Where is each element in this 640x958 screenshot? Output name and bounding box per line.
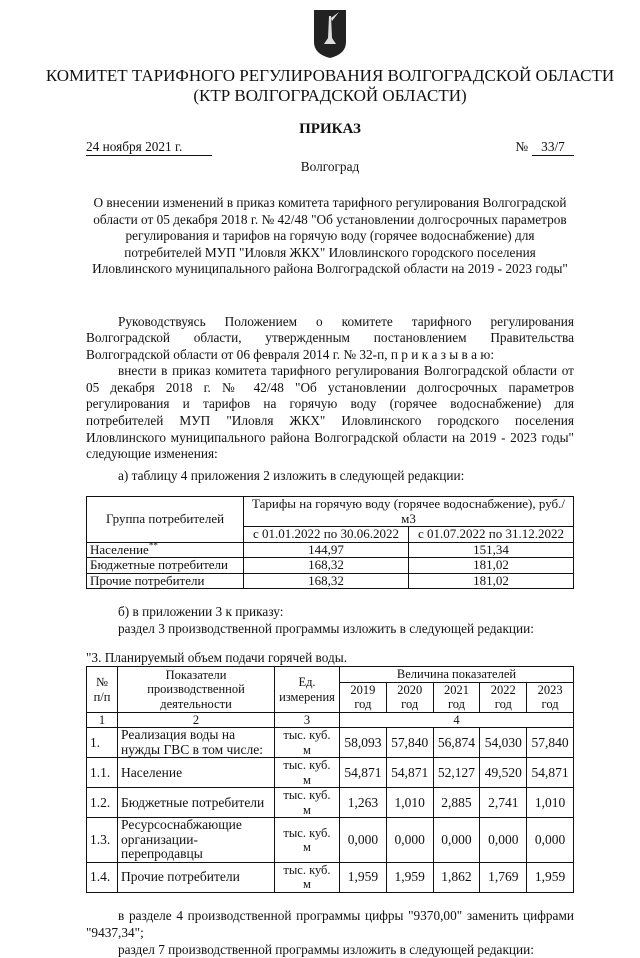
volume-table	[86, 666, 574, 893]
cell: 49,520	[480, 758, 527, 788]
body-text-2	[86, 603, 574, 637]
cell: 1,862	[433, 862, 480, 892]
header-indicator: Показатели производственной деятельности	[118, 667, 275, 713]
issuer-header	[26, 66, 634, 106]
table-row	[87, 573, 574, 589]
cell: 1,959	[386, 862, 433, 892]
table-row	[87, 542, 574, 558]
cell: 168,32	[244, 573, 409, 589]
header-no: № п/п	[87, 667, 118, 713]
row-number: 1.	[87, 728, 118, 758]
cell: 1,263	[340, 788, 387, 818]
paragraph: Руководствуясь Положением о комитете тарифного регулирования Волгоградской области, утвержденным постановлением Правительства Волгоградской области от 06 февраля 2014 г. № 32-п, п р и к а з ы в а ю:	[86, 313, 574, 362]
row-indicator: Население	[118, 758, 275, 788]
paragraph: б) в приложении 3 к приказу:	[118, 604, 284, 620]
cell: 144,97	[244, 542, 409, 558]
row-unit: тыс. куб. м	[275, 818, 340, 863]
row-label-text: Население	[90, 541, 149, 557]
header-tariff: Тарифы на горячую воду (горячее водоснабжение), руб./м3	[244, 497, 574, 527]
document-type: ПРИКАЗ	[299, 121, 361, 137]
cell: 1,010	[386, 788, 433, 818]
cell: 56,874	[433, 728, 480, 758]
date-number-row	[86, 138, 574, 156]
coat-of-arms-emblem	[312, 8, 348, 60]
row-unit: тыс. куб. м	[275, 788, 340, 818]
column-number: 3	[275, 712, 340, 728]
cell: 151,34	[408, 542, 573, 558]
cell: 1,769	[480, 862, 527, 892]
header-group: Группа потребителей	[87, 497, 244, 543]
cell: 2,885	[433, 788, 480, 818]
row-label	[87, 542, 244, 558]
column-number: 2	[118, 712, 275, 728]
row-unit: тыс. куб. м	[275, 758, 340, 788]
table-row	[87, 758, 574, 788]
cell: 2,741	[480, 788, 527, 818]
row-label: Бюджетные потребители	[87, 558, 244, 574]
header-unit: Ед. измерения	[275, 667, 340, 713]
column-number: 4	[340, 712, 574, 728]
issuer-name: КОМИТЕТ ТАРИФНОГО РЕГУЛИРОВАНИЯ ВОЛГОГРАДСКОЙ ОБЛАСТИ	[45, 66, 615, 85]
table-row	[87, 788, 574, 818]
document-subject: О внесении изменений в приказ комитета тарифного регулирования Волгоградской области от 05 декабря 2018 г. № 42/48 "Об установлении долгосрочных параметров регулирования и тарифов на горячую воду (горячее водоснабжение) для потребителей МУП "Иловля ЖКХ" Иловлинского городского поселения Иловлинского муниципального района Волгоградской области на 2019 - 2023 годы"	[92, 195, 568, 276]
row-indicator: Ресурсоснабжающие организации-перепродавцы	[118, 818, 275, 863]
row-number: 1.1.	[87, 758, 118, 788]
cell: 0,000	[527, 818, 574, 863]
row-indicator: Реализация воды на нужды ГВС в том числе:	[118, 728, 275, 758]
row-unit: тыс. куб. м	[275, 728, 340, 758]
paragraph: раздел 3 производственной программы изложить в следующей редакции:	[118, 621, 534, 637]
header-year: 2023 год	[527, 682, 574, 712]
paragraph: раздел 7 производственной программы изложить в следующей редакции:	[118, 941, 534, 957]
paragraph: а) таблицу 4 приложения 2 изложить в следующей редакции:	[118, 467, 465, 483]
header-period: с 01.07.2022 по 31.12.2022	[408, 527, 573, 543]
number-value: 33/7	[532, 138, 574, 156]
header-year: 2020 год	[386, 682, 433, 712]
table-caption: "3. Планируемый объем подачи горячей воды.	[86, 650, 348, 666]
cell: 0,000	[386, 818, 433, 863]
paragraph: внести в приказ комитета тарифного регулирования Волгоградской области от 05 декабря 2018 г. № 42/48 "Об установлении долгосрочных параметров регулирования и тарифов на горячую воду (горячее водоснабжение) для потребителей МУП "Иловля ЖКХ" Иловлинского городского поселения Иловлинского муниципального района Волгоградской области на 2019 - 2023 годы" следующие изменения:	[86, 363, 574, 462]
row-number: 1.3.	[87, 818, 118, 863]
paragraph: в разделе 4 производственной программы цифры "9370,00" заменить цифрами "9437,34";	[86, 907, 574, 940]
tariff-table	[86, 496, 574, 589]
cell: 0,000	[340, 818, 387, 863]
cell: 1,959	[527, 862, 574, 892]
document-date: 24 ноября 2021 г.	[86, 138, 212, 156]
table-row	[87, 558, 574, 574]
row-number: 1.4.	[87, 862, 118, 892]
cell: 57,840	[386, 728, 433, 758]
cell: 1,010	[527, 788, 574, 818]
body-text-3	[86, 907, 574, 958]
cell: 168,32	[244, 558, 409, 574]
cell: 0,000	[480, 818, 527, 863]
cell: 57,840	[527, 728, 574, 758]
cell: 1,959	[340, 862, 387, 892]
cell: 54,030	[480, 728, 527, 758]
city: Волгоград	[300, 159, 360, 174]
header-year: 2021 год	[433, 682, 480, 712]
cell: 54,871	[386, 758, 433, 788]
table-row	[87, 728, 574, 758]
table-row	[87, 862, 574, 892]
header-year: 2022 год	[480, 682, 527, 712]
row-indicator: Прочие потребители	[118, 862, 275, 892]
number-label: №	[515, 139, 528, 154]
table-row	[87, 818, 574, 863]
body-text	[86, 314, 574, 485]
cell: 181,02	[408, 558, 573, 574]
cell: 54,871	[340, 758, 387, 788]
row-indicator: Бюджетные потребители	[118, 788, 275, 818]
row-number: 1.2.	[87, 788, 118, 818]
cell: 58,093	[340, 728, 387, 758]
cell: 54,871	[527, 758, 574, 788]
header-values: Величина показателей	[340, 667, 574, 683]
cell: 181,02	[408, 573, 573, 589]
row-label: Прочие потребители	[87, 573, 244, 589]
cell: 52,127	[433, 758, 480, 788]
document-number	[515, 138, 574, 156]
row-unit: тыс. куб. м	[275, 862, 340, 892]
header-period: с 01.01.2022 по 30.06.2022	[244, 527, 409, 543]
footnote-mark: **	[148, 540, 158, 551]
column-number: 1	[87, 712, 118, 728]
cell: 0,000	[433, 818, 480, 863]
issuer-short-name: (КТР ВОЛГОГРАДСКОЙ ОБЛАСТИ)	[193, 86, 467, 105]
header-year: 2019 год	[340, 682, 387, 712]
